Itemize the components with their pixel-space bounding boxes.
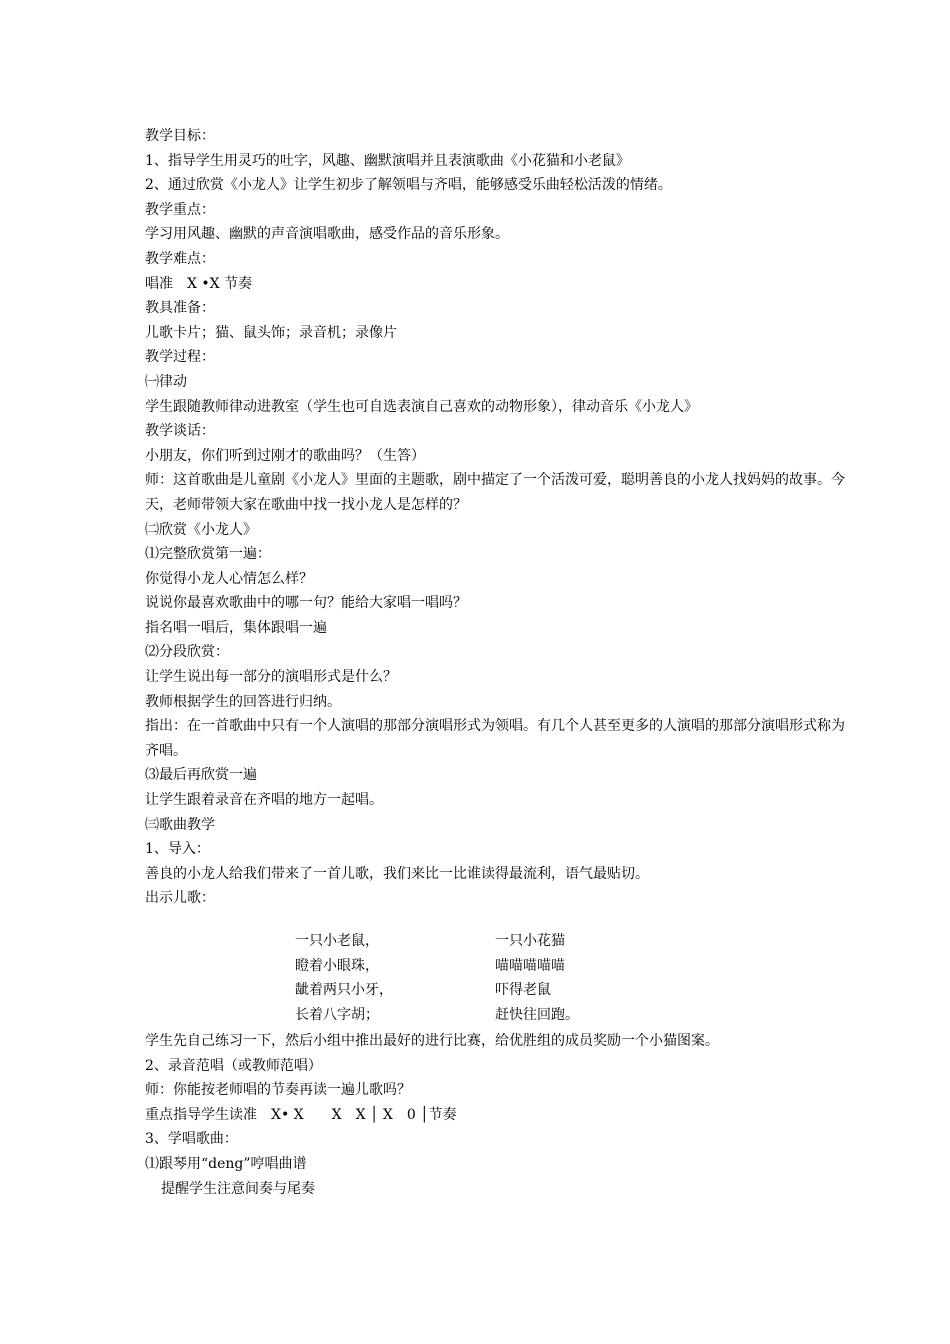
step-2-question: 让学生说出每一部分的演唱形式是什么？ — [145, 669, 397, 686]
rhyme-line: 喵喵喵喵喵 — [495, 957, 565, 974]
section-1-title: ㈠律动 — [145, 373, 187, 390]
step-1-action: 指名唱一唱后，集体跟唱一遍 — [145, 619, 327, 636]
materials-text: 儿歌卡片；猫、鼠头饰；录音机；录像片 — [145, 324, 397, 341]
heading-teaching-goals: 教学目标： — [145, 128, 215, 144]
rhyme-line: 瞪着小眼珠， — [295, 957, 379, 974]
rhyme-column-right — [495, 929, 579, 1027]
rhyme-line: 龇着两只小牙， — [295, 982, 393, 999]
lesson-plan-body — [145, 124, 845, 1201]
nursery-rhyme — [145, 911, 845, 1029]
talk-question: 小朋友，你们听到过刚才的歌曲吗？（生答） — [145, 447, 425, 464]
heading-difficulties: 教学难点： — [145, 250, 215, 267]
rhyme-line: 一只小花猫 — [495, 933, 565, 949]
section-3-title: ㈢歌曲教学 — [145, 816, 215, 833]
step-2-title: ⑵分段欣赏： — [145, 644, 229, 661]
heading-process: 教学过程： — [145, 349, 215, 366]
rhythm-guidance: 重点指导学生读准 X• X X X │ X 0 │节奏 — [145, 1106, 457, 1123]
section-2-title: ㈡欣赏《小龙人》 — [145, 521, 257, 538]
show-rhyme-label: 出示儿歌： — [145, 890, 215, 907]
rhyme-line: 一只小老鼠， — [295, 933, 379, 949]
step-1-question-2: 说说你最喜欢歌曲中的哪一句？能给大家唱一唱吗？ — [145, 595, 467, 612]
heading-materials: 教具准备： — [145, 300, 215, 317]
practice-text: 学生先自己练习一下，然后小组中推出最好的进行比赛，给优胜组的成员奖励一个小猫图案。 — [145, 1033, 719, 1049]
rhyme-line: 赶快往回跑。 — [495, 1006, 579, 1023]
heading-key-points: 教学重点： — [145, 201, 215, 218]
step-2-summary: 教师根据学生的回答进行归纳。 — [145, 693, 341, 710]
goal-1: 1、指导学生用灵巧的吐字，风趣、幽默演唱并且表演歌曲《小花猫和小老鼠》 — [145, 152, 630, 169]
step-1-title: ⑴完整欣赏第一遍： — [145, 546, 271, 563]
step-2-explanation: 指出：在一首歌曲中只有一个人演唱的那部分演唱形式为领唱。有几个人甚至更多的人演唱的那部分演唱形式称为齐唱。 — [145, 718, 845, 759]
goal-2: 2、通过欣赏《小龙人》让学生初步了解领唱与齐唱，能够感受乐曲轻松活泼的情绪。 — [145, 177, 672, 194]
learn-song-title: 3、学唱歌曲： — [145, 1131, 238, 1148]
learn-song-reminder: 提醒学生注意间奏与尾奏 — [161, 1180, 315, 1197]
section-1-text: 学生跟随教师律动进教室（学生也可自选表演自己喜欢的动物形象），律动音乐《小龙人》 — [145, 398, 698, 415]
heading-talk: 教学谈话： — [145, 423, 215, 440]
difficulty-text: 唱准 X •X 节奏 — [145, 275, 253, 292]
key-point-text: 学习用风趣、幽默的声音演唱歌曲，感受作品的音乐形象。 — [145, 226, 509, 243]
intro-title: 1、导入： — [145, 841, 210, 858]
teacher-intro-paragraph: 师：这首歌曲是儿童剧《小龙人》里面的主题歌，剧中描定了一个活泼可爱，聪明善良的小龙人找妈妈的故事。今天，老师带领大家在歌曲中找一找小龙人是怎样的？ — [145, 472, 845, 513]
rhyme-line: 长着八字胡； — [295, 1006, 379, 1023]
recording-question: 师：你能按老师唱的节奏再读一遍儿歌吗？ — [145, 1082, 411, 1099]
step-1-question-1: 你觉得小龙人心情怎么样？ — [145, 570, 313, 587]
step-3-text: 让学生跟着录音在齐唱的地方一起唱。 — [145, 792, 383, 809]
rhyme-line: 吓得老鼠 — [495, 982, 551, 999]
step-3-title: ⑶最后再欣赏一遍 — [145, 767, 257, 784]
learn-song-step-1: ⑴跟琴用“deng”哼唱曲谱 — [145, 1155, 307, 1172]
intro-text: 善良的小龙人给我们带来了一首儿歌，我们来比一比谁读得最流利，语气最贴切。 — [145, 865, 649, 882]
rhyme-column-left — [295, 929, 393, 1027]
recording-title: 2、录音范唱（或教师范唱） — [145, 1057, 322, 1074]
